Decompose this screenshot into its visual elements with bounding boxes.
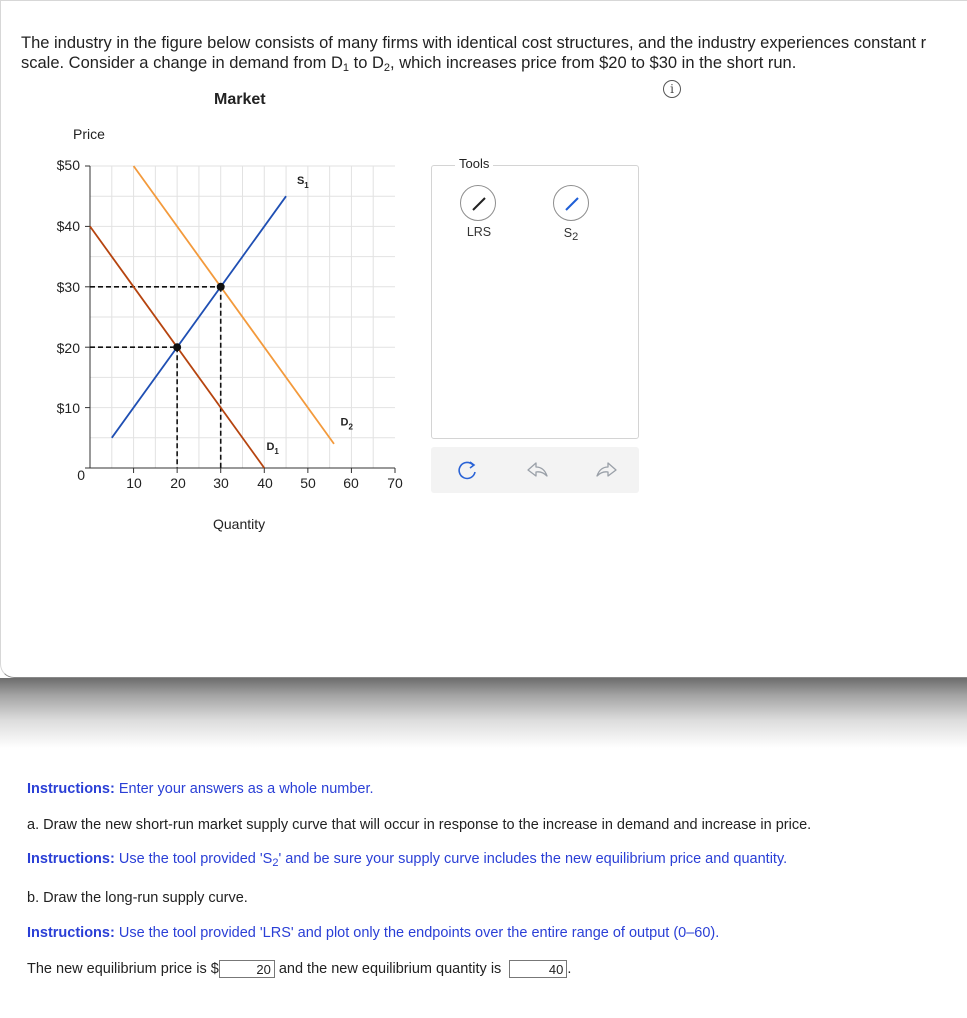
tools-title: Tools (455, 156, 493, 171)
y-tick-label: $30 (56, 279, 80, 295)
instruction-3: Instructions: Use the tool provided 'LRS' and plot only the endpoints over the entire range of output (0–60). (27, 925, 720, 941)
lrs-tool-label: LRS (466, 225, 492, 239)
line-icon (461, 186, 497, 222)
question-line-2: scale. Consider a change in demand from $D_1$ to $D_2$, which increases price from $20 to $30 in the short run. (21, 54, 797, 74)
quantity-input[interactable]: 40 (509, 960, 567, 978)
x-tick-label: 70 (387, 475, 403, 491)
undo-icon[interactable] (523, 456, 551, 484)
question-line-1: The industry in the figure below consists of many firms with identical cost structures, and the industry experiences constant r (21, 34, 927, 52)
y-tick-label: $50 (56, 157, 80, 173)
part-b-text: b. Draw the long-run supply curve. (27, 890, 248, 906)
y-axis-label: Price (73, 126, 105, 142)
series-line-d2 (134, 166, 334, 444)
equilibrium-point (217, 283, 225, 291)
x-tick-label: 30 (213, 475, 229, 491)
chart-title: Market (214, 91, 266, 108)
instruction-1: Instructions: Enter your answers as a whole number. (27, 781, 374, 797)
y-tick-label: $10 (56, 400, 80, 416)
info-icon[interactable]: i (663, 80, 681, 98)
instruction-2: Instructions: Use the tool provided '$S_2$' and be sure your supply curve includes the new equilibrium price and quantity. (27, 851, 788, 869)
series-label-d1: $D_1$ (266, 440, 279, 456)
x-tick-label: 60 (343, 475, 359, 491)
s2-tool-button[interactable] (553, 185, 589, 221)
line-icon (554, 186, 590, 222)
redo-icon[interactable] (593, 456, 621, 484)
x-tick-label: 50 (300, 475, 316, 491)
y-tick-label: $40 (56, 218, 80, 234)
card-shadow (0, 678, 967, 748)
series-label-s1: $S_1$ (296, 175, 309, 191)
x-tick-label: 20 (170, 475, 186, 491)
price-input[interactable]: 20 (219, 960, 275, 978)
s2-tool-label: $S_2$ (563, 226, 579, 243)
part-a-text: a. Draw the new short-run market supply curve that will occur in response to the increase in demand and increase in price. (27, 817, 812, 833)
series-label-d2: $D_2$ (340, 416, 353, 432)
reset-icon[interactable] (453, 456, 481, 484)
x-tick-label: 10 (126, 475, 142, 491)
answer-line: The new equilibrium price is $ 20 and the new equilibrium quantity is 40 . (27, 960, 572, 977)
equilibrium-point (173, 343, 181, 351)
x-tick-label: 40 (257, 475, 273, 491)
y-tick-label: $20 (56, 340, 80, 356)
lrs-tool-button[interactable] (460, 185, 496, 221)
y-tick-label: 0 (77, 467, 85, 483)
x-axis-label: Quantity (213, 516, 266, 532)
